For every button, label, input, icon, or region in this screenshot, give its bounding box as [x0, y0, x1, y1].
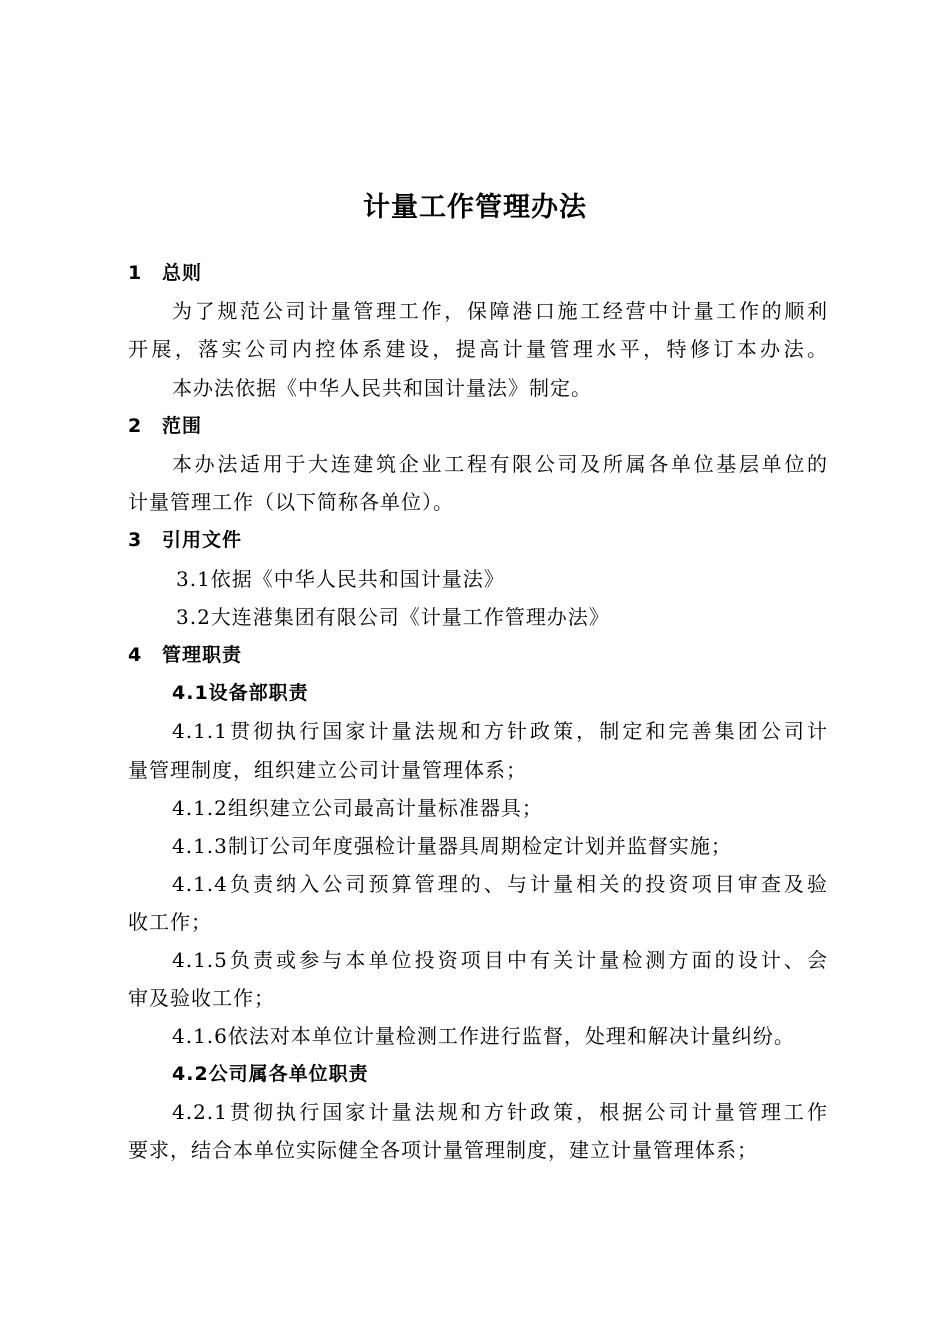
section-title: 引用文件 [162, 529, 243, 551]
paragraph-line: 本办法依据《中华人民共和国计量法》制定。 [172, 376, 592, 400]
section-heading-2 [128, 411, 202, 441]
subsection-heading-4-2: 4.2公司属各单位职责 [172, 1063, 369, 1085]
list-item: 3.1依据《中华人民共和国计量法》 [176, 567, 505, 591]
section-heading-3 [128, 525, 242, 555]
paragraph-line: 本办法适用于大连建筑企业工程有限公司及所属各单位基层单位的 [172, 452, 828, 476]
list-item: 收工作； [128, 910, 212, 934]
list-item: 要求，结合本单位实际健全各项计量管理制度，建立计量管理体系； [128, 1138, 758, 1162]
section-number: 2 [128, 415, 143, 437]
subsection-heading-4-1: 4.1设备部职责 [172, 682, 309, 704]
list-item: 3.2大连港集团有限公司《计量工作管理办法》 [176, 605, 610, 629]
section-title: 管理职责 [162, 644, 243, 666]
list-item: 4.1.2组织建立公司最高计量标准器具； [172, 796, 543, 820]
list-item: 量管理制度，组织建立公司计量管理体系； [128, 758, 527, 782]
section-number: 1 [128, 262, 143, 284]
paragraph-line: 计量管理工作（以下简称各单位）。 [128, 490, 454, 514]
list-item: 4.2.1贯彻执行国家计量法规和方针政策，根据公司计量管理工作 [172, 1100, 828, 1124]
section-title: 总则 [162, 262, 203, 284]
section-heading-4 [128, 640, 242, 670]
list-item: 4.1.4负责纳入公司预算管理的、与计量相关的投资项目审查及验 [172, 872, 828, 896]
list-item: 4.1.3制订公司年度强检计量器具周期检定计划并监督实施； [172, 834, 732, 858]
section-heading-1 [128, 258, 202, 288]
list-item: 审及验收工作； [128, 986, 275, 1010]
section-number: 3 [128, 529, 143, 551]
paragraph-line: 为了规范公司计量管理工作，保障港口施工经营中计量工作的顺利 [172, 299, 828, 323]
paragraph-line: 开展，落实公司内控体系建设，提高计量管理水平，特修订本办法。 [128, 337, 828, 361]
document-title: 计量工作管理办法 [363, 192, 587, 223]
list-item: 4.1.5负责或参与本单位投资项目中有关计量检测方面的设计、会 [172, 948, 828, 972]
list-item: 4.1.6依法对本单位计量检测工作进行监督，处理和解决计量纠纷。 [172, 1024, 795, 1048]
section-title: 范围 [162, 415, 203, 437]
list-item: 4.1.1贯彻执行国家计量法规和方针政策，制定和完善集团公司计 [172, 719, 828, 743]
section-number: 4 [128, 644, 143, 666]
